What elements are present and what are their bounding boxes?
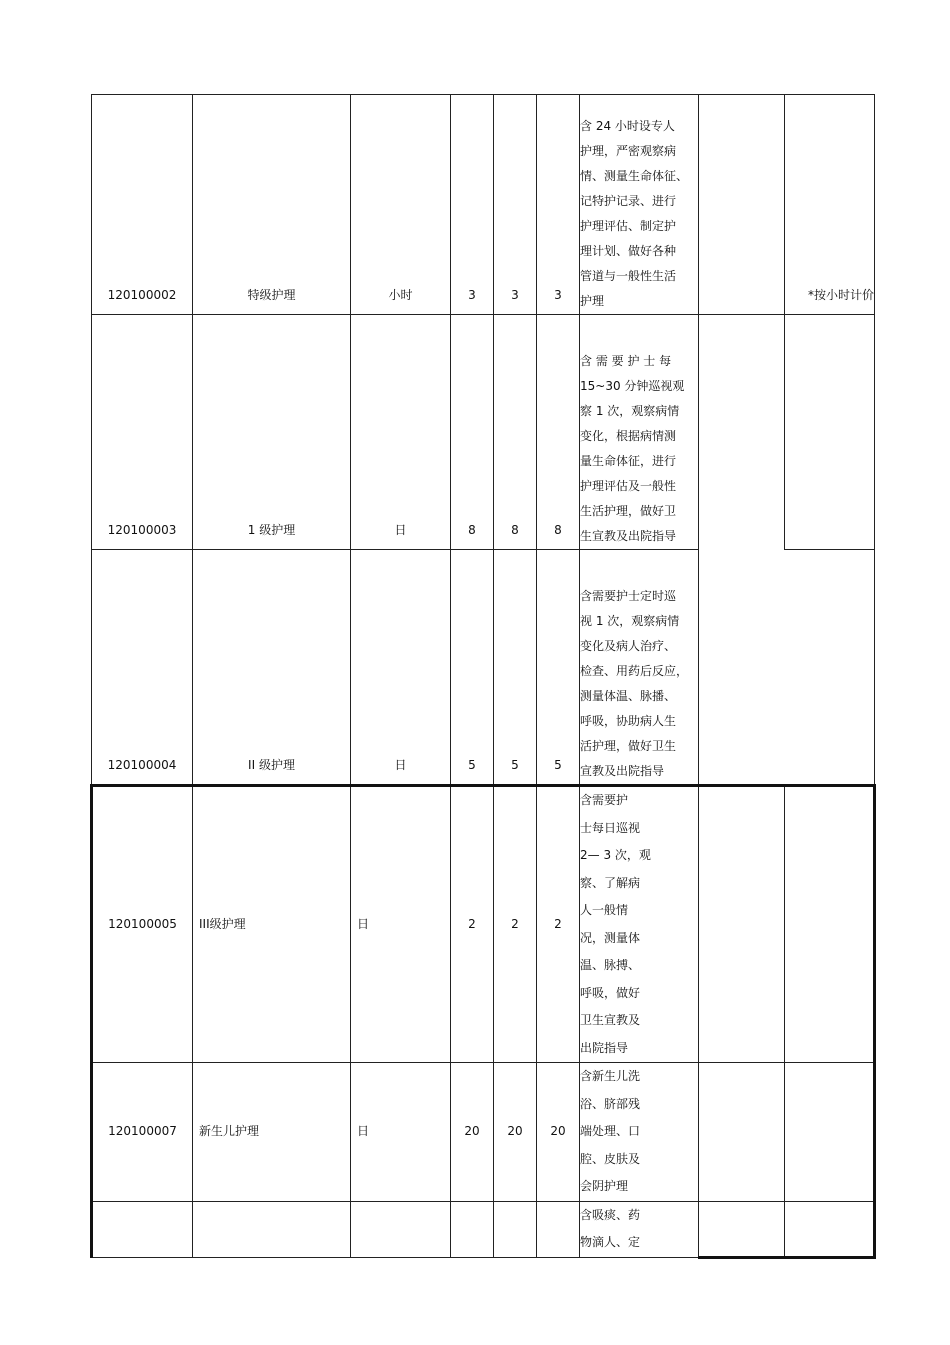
price-1: 2 xyxy=(451,786,494,1063)
item-name: 1 级护理 xyxy=(193,315,351,550)
item-unit: 小时 xyxy=(351,95,451,315)
table-row xyxy=(92,786,875,1063)
table-row xyxy=(92,95,875,315)
table-row xyxy=(92,550,875,786)
price-1: 20 xyxy=(451,1063,494,1202)
item-note xyxy=(785,315,875,550)
item-content: 含 24 小时设专人 护理，严密观察病 情、测量生命体征、 记特护记录、进行 护理评估、制定护 理计划、做好各种 管道与一般性生活 护理 xyxy=(580,95,699,315)
item-content: 含吸痰、药 物滴人、定 xyxy=(580,1201,699,1257)
item-content: 含需要护 士每日巡视 2— 3 次，观 察、了解病 人一般情 况，测量体 温、脉搏、 呼吸，做好 卫生宣教及 出院指导 xyxy=(580,786,699,1063)
item-code: 120100002 xyxy=(92,95,193,315)
price-1 xyxy=(451,1201,494,1257)
item-content: 含 需 要 护 士 每 15~30 分钟巡视观 察 1 次，观察病情 变化，根据病情测 量生命体征，进行 护理评估及一般性 生活护理，做好卫 生宣教及出院指导 xyxy=(580,315,699,550)
price-1: 8 xyxy=(451,315,494,550)
item-exclusions xyxy=(699,1063,785,1202)
item-exclusions xyxy=(699,550,785,786)
item-name: III级护理 xyxy=(193,786,351,1063)
fee-schedule-table xyxy=(90,94,876,1259)
price-3: 3 xyxy=(537,95,580,315)
price-3: 8 xyxy=(537,315,580,550)
item-name: II 级护理 xyxy=(193,550,351,786)
item-exclusions xyxy=(699,1201,785,1257)
price-2: 3 xyxy=(494,95,537,315)
item-name xyxy=(193,1201,351,1257)
item-note xyxy=(785,1063,875,1202)
price-3: 2 xyxy=(537,786,580,1063)
item-name: 特级护理 xyxy=(193,95,351,315)
price-3: 20 xyxy=(537,1063,580,1202)
price-2: 5 xyxy=(494,550,537,786)
item-exclusions xyxy=(699,315,785,550)
price-2 xyxy=(494,1201,537,1257)
price-1: 3 xyxy=(451,95,494,315)
item-unit: 日 xyxy=(351,786,451,1063)
price-1: 5 xyxy=(451,550,494,786)
item-note xyxy=(785,550,875,786)
item-unit: 日 xyxy=(351,550,451,786)
item-note: *按小时计价 xyxy=(785,95,875,315)
item-content: 含新生儿洗 浴、脐部残 端处理、口 腔、皮肤及 会阴护理 xyxy=(580,1063,699,1202)
item-name: 新生儿护理 xyxy=(193,1063,351,1202)
price-2: 8 xyxy=(494,315,537,550)
item-code: 120100004 xyxy=(92,550,193,786)
item-exclusions xyxy=(699,95,785,315)
item-unit: 日 xyxy=(351,315,451,550)
item-code: 120100005 xyxy=(92,786,193,1063)
item-content: 含需要护士定时巡 视 1 次，观察病情 变化及病人治疗、 检查、用药后反应， 测量体温、脉播、 呼吸，协助病人生 活护理，做好卫生 宣教及出院指导 xyxy=(580,550,699,786)
item-code: 120100007 xyxy=(92,1063,193,1202)
table-row xyxy=(92,315,875,550)
item-unit xyxy=(351,1201,451,1257)
item-unit: 日 xyxy=(351,1063,451,1202)
item-note xyxy=(785,786,875,1063)
price-2: 20 xyxy=(494,1063,537,1202)
table-row xyxy=(92,1201,875,1257)
price-2: 2 xyxy=(494,786,537,1063)
table-row xyxy=(92,1063,875,1202)
price-3: 5 xyxy=(537,550,580,786)
item-code xyxy=(92,1201,193,1257)
item-exclusions xyxy=(699,786,785,1063)
item-note xyxy=(785,1201,875,1257)
price-3 xyxy=(537,1201,580,1257)
item-code: 120100003 xyxy=(92,315,193,550)
